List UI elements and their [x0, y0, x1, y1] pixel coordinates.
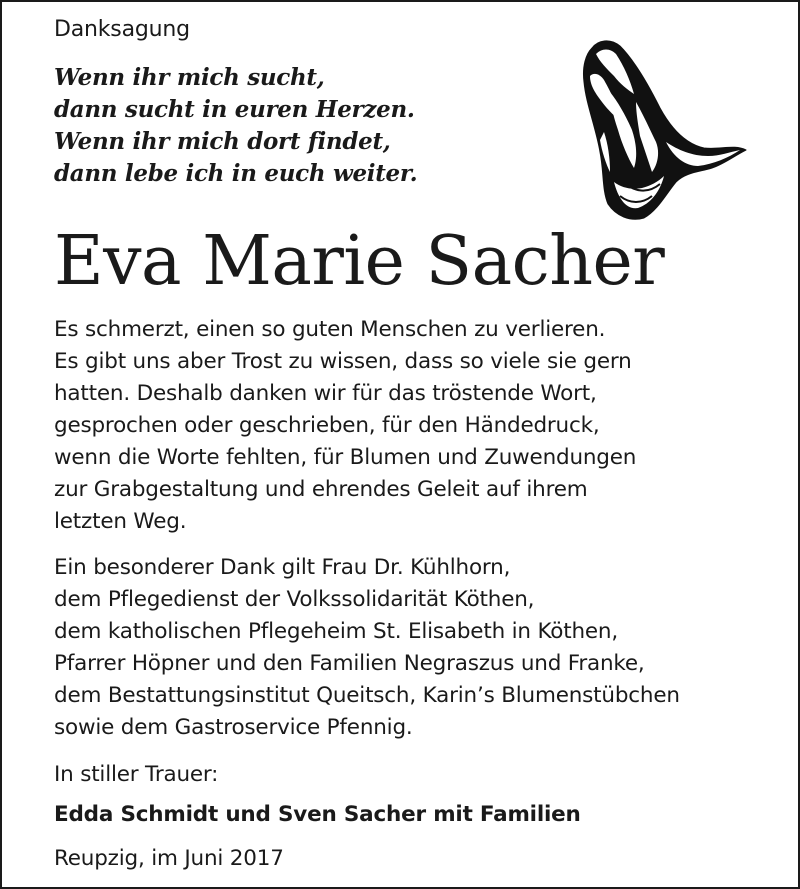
paragraph-line: dem Bestattungsinstitut Queitsch, Karin’s Blumenstübchen — [54, 683, 680, 708]
place-date: Reupzig, im Juni 2017 — [54, 846, 284, 871]
poem — [54, 62, 417, 190]
deceased-name: Eva Marie Sacher — [54, 222, 665, 301]
paragraph-line: Es gibt uns aber Trost zu wissen, dass so viele sie gern — [54, 349, 632, 374]
paragraph-line: hatten. Deshalb danken wir für das tröstende Wort, — [54, 381, 597, 406]
family-signature: Edda Schmidt und Sven Sacher mit Familien — [54, 802, 581, 827]
paragraph-line: Es schmerzt, einen so guten Menschen zu verlieren. — [54, 317, 606, 342]
paragraph-line: Ein besonderer Dank gilt Frau Dr. Kühlhorn, — [54, 555, 511, 580]
thanks-paragraph — [54, 314, 636, 538]
poem-line: Wenn ihr mich dort findet, — [54, 128, 391, 155]
poem-line: dann sucht in euren Herzen. — [54, 96, 415, 123]
paragraph-line: dem katholischen Pflegeheim St. Elisabeth in Köthen, — [54, 619, 618, 644]
special-thanks-paragraph — [54, 552, 680, 744]
paragraph-line: sowie dem Gastroservice Pfennig. — [54, 715, 413, 740]
paragraph-line: zur Grabgestaltung und ehrendes Geleit auf ihrem — [54, 477, 588, 502]
paragraph-line: letzten Weg. — [54, 509, 187, 534]
paragraph-line: wenn die Worte fehlten, für Blumen und Zuwendungen — [54, 445, 637, 470]
praying-hands-icon — [574, 32, 754, 222]
paragraph-line: Pfarrer Höpner und den Familien Negraszus und Franke, — [54, 651, 645, 676]
mourning-label: In stiller Trauer: — [54, 762, 219, 787]
paragraph-line: gesprochen oder geschrieben, für den Händedruck, — [54, 413, 600, 438]
poem-line: dann lebe ich in euch weiter. — [54, 160, 418, 187]
paragraph-line: dem Pflegedienst der Volkssolidarität Köthen, — [54, 587, 535, 612]
header-title: Danksagung — [54, 17, 190, 42]
poem-line: Wenn ihr mich sucht, — [54, 64, 325, 91]
